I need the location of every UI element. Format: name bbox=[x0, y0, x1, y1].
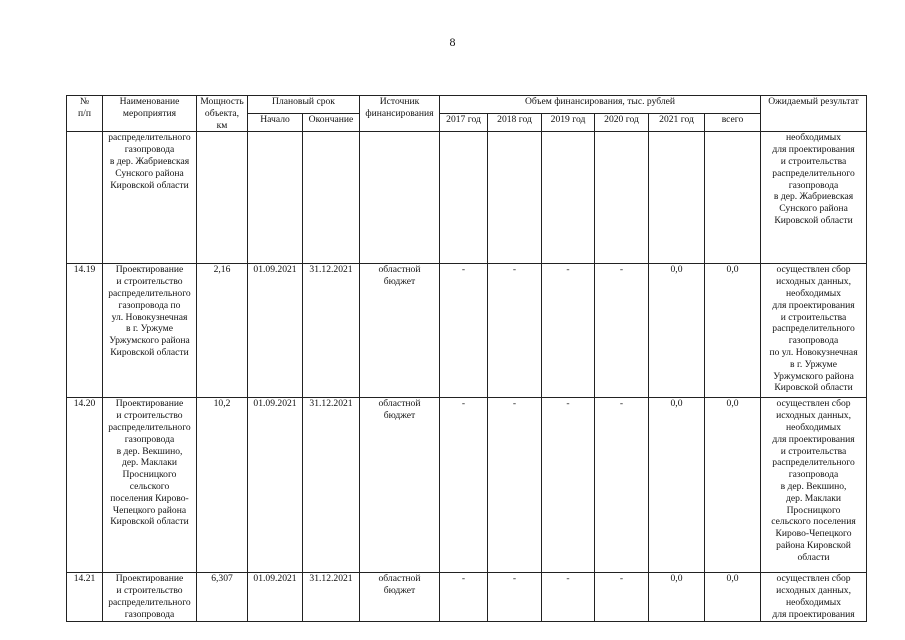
table-row bbox=[67, 132, 867, 264]
row-2021: 0,0 bbox=[649, 398, 705, 573]
row-name: Проектирование и строительство распределительного газопровода в дер. Векшино, дер. Маклаки Просницкого сельского поселения Кирово- Чепецкого района Кировской области bbox=[103, 398, 197, 573]
row-2020 bbox=[595, 132, 649, 264]
header-year-2021: 2021 год bbox=[649, 114, 705, 132]
row-name: Проектирование и строительство распределительного газопровода bbox=[103, 573, 197, 622]
row-2019: - bbox=[542, 573, 595, 622]
row-num: 14.20 bbox=[67, 398, 103, 573]
row-capacity: 10,2 bbox=[197, 398, 248, 573]
row-num: 14.21 bbox=[67, 573, 103, 622]
row-2019 bbox=[542, 132, 595, 264]
header-year-2019: 2019 год bbox=[542, 114, 595, 132]
table-row bbox=[67, 573, 867, 622]
row-2021: 0,0 bbox=[649, 573, 705, 622]
header-year-2020: 2020 год bbox=[595, 114, 649, 132]
row-start: 01.09.2021 bbox=[248, 398, 303, 573]
row-result: осуществлен сбор исходных данных, необходимых для проектирования и строительства распределительного газопровода по ул. Новокузнечная в г. Уржуме Уржумского района Кировской области bbox=[761, 264, 867, 398]
header-name: Наименование мероприятия bbox=[103, 96, 197, 132]
row-result: осуществлен сбор исходных данных, необходимых для проектирования и строительства распределительного газопровода в дер. Векшино, дер. Маклаки Просницкого сельского поселения Кирово-Чепецкого района Кировской области bbox=[761, 398, 867, 573]
header-row-1 bbox=[67, 96, 867, 114]
row-capacity: 2,16 bbox=[197, 264, 248, 398]
row-total: 0,0 bbox=[705, 264, 761, 398]
row-2021 bbox=[649, 132, 705, 264]
header-end: Окончание bbox=[303, 114, 360, 132]
header-capacity: Мощность объекта, км bbox=[197, 96, 248, 132]
header-num: № п/п bbox=[67, 96, 103, 132]
row-end: 31.12.2021 bbox=[303, 264, 360, 398]
row-2018: - bbox=[488, 398, 542, 573]
row-2017 bbox=[440, 132, 488, 264]
row-source: областной бюджет bbox=[360, 573, 440, 622]
row-2019: - bbox=[542, 264, 595, 398]
header-year-2018: 2018 год bbox=[488, 114, 542, 132]
row-start: 01.09.2021 bbox=[248, 264, 303, 398]
row-end: 31.12.2021 bbox=[303, 573, 360, 622]
row-end: 31.12.2021 bbox=[303, 398, 360, 573]
header-planned-term: Плановый срок bbox=[248, 96, 360, 114]
row-2017: - bbox=[440, 573, 488, 622]
header-year-2017: 2017 год bbox=[440, 114, 488, 132]
row-2020: - bbox=[595, 398, 649, 573]
row-total: 0,0 bbox=[705, 573, 761, 622]
row-2018: - bbox=[488, 264, 542, 398]
header-start: Начало bbox=[248, 114, 303, 132]
row-num bbox=[67, 132, 103, 264]
table-row bbox=[67, 264, 867, 398]
row-source: областной бюджет bbox=[360, 264, 440, 398]
row-2018: - bbox=[488, 573, 542, 622]
row-result: необходимых для проектирования и строительства распределительного газопровода в дер. Жабриевская Сунского района Кировской области bbox=[761, 132, 867, 264]
row-total bbox=[705, 132, 761, 264]
header-total: всего bbox=[705, 114, 761, 132]
row-2017: - bbox=[440, 264, 488, 398]
row-2017: - bbox=[440, 398, 488, 573]
page-number: 8 bbox=[449, 35, 456, 49]
row-2020: - bbox=[595, 264, 649, 398]
row-capacity: 6,307 bbox=[197, 573, 248, 622]
row-2018 bbox=[488, 132, 542, 264]
row-2019: - bbox=[542, 398, 595, 573]
row-name: Проектирование и строительство распределительного газопровода по ул. Новокузнечная в г. Уржуме Уржумского района Кировской области bbox=[103, 264, 197, 398]
row-result: осуществлен сбор исходных данных, необходимых для проектирования bbox=[761, 573, 867, 622]
header-result: Ожидаемый результат bbox=[761, 96, 867, 132]
row-start: 01.09.2021 bbox=[248, 573, 303, 622]
header-source: Источник финансирования bbox=[360, 96, 440, 132]
row-end bbox=[303, 132, 360, 264]
funding-plan-table bbox=[66, 95, 867, 622]
table-row bbox=[67, 398, 867, 573]
row-2020: - bbox=[595, 573, 649, 622]
row-capacity bbox=[197, 132, 248, 264]
header-funding: Объем финансирования, тыс. рублей bbox=[440, 96, 761, 114]
row-2021: 0,0 bbox=[649, 264, 705, 398]
row-total: 0,0 bbox=[705, 398, 761, 573]
row-source: областной бюджет bbox=[360, 398, 440, 573]
row-name: распределительного газопровода в дер. Жабриевская Сунского района Кировской области bbox=[103, 132, 197, 264]
row-source bbox=[360, 132, 440, 264]
row-start bbox=[248, 132, 303, 264]
row-num: 14.19 bbox=[67, 264, 103, 398]
